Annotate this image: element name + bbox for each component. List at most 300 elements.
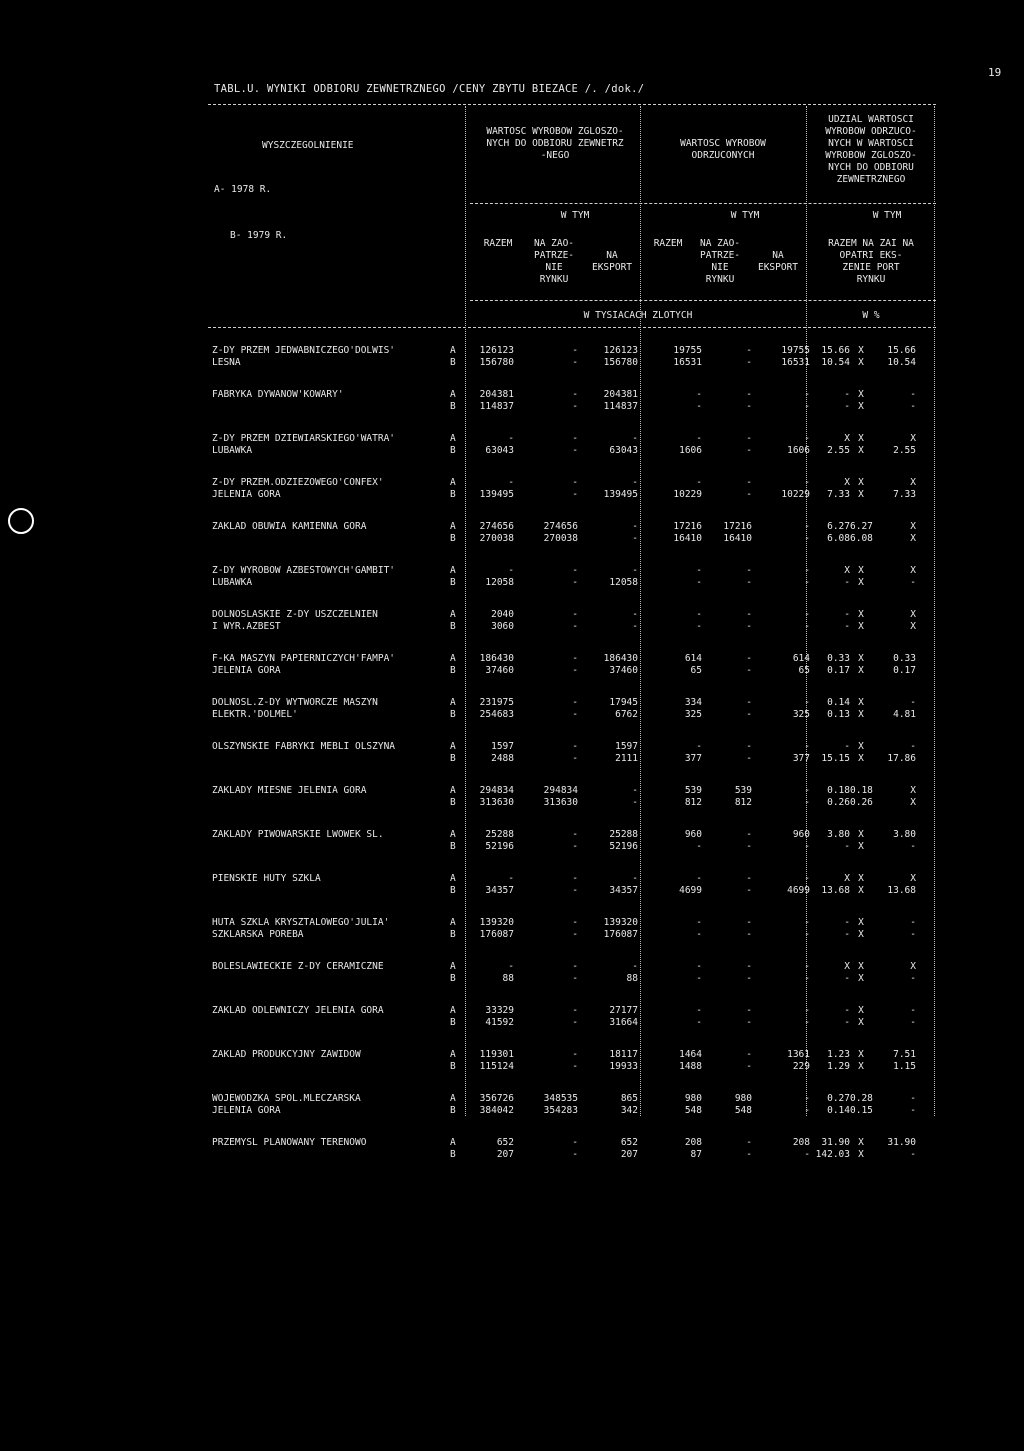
table-cell: -	[746, 653, 752, 664]
table-cell: X	[858, 741, 864, 752]
table-cell: X	[858, 401, 864, 412]
table-cell: 1464	[679, 1049, 702, 1060]
razem-label-2: RAZEM	[653, 238, 683, 249]
table-cell: 342	[620, 1105, 638, 1116]
table-cell: 2488	[491, 753, 514, 764]
row-name: ZAKLAD OBUWIA KAMIENNA GORA	[212, 521, 367, 532]
year-marker: B	[450, 753, 456, 764]
header-mid-rule	[470, 203, 936, 204]
year-marker: A	[450, 609, 456, 620]
table-cell: -	[844, 577, 850, 588]
table-cell: 652	[620, 1137, 638, 1148]
table-cell: -	[804, 917, 810, 928]
table-cell: -	[632, 565, 638, 576]
table-cell: -	[746, 961, 752, 972]
year-marker: A	[450, 1049, 456, 1060]
table-cell: 139495	[479, 489, 514, 500]
header-top-rule	[208, 104, 936, 105]
page-number: 19	[988, 66, 1002, 79]
year-marker: B	[450, 1017, 456, 1028]
table-cell: -	[746, 357, 752, 368]
table-cell: 980	[684, 1093, 702, 1104]
table-cell: -	[572, 653, 578, 664]
table-cell: -	[696, 961, 702, 972]
table-cell: X	[844, 873, 850, 884]
row-name: SZKLARSKA POREBA	[212, 929, 304, 940]
table-cell: -	[632, 477, 638, 488]
w-tym-label-2: W TYM	[730, 210, 760, 221]
table-cell: 18117	[609, 1049, 638, 1060]
table-cell: -	[632, 433, 638, 444]
table-cell: -	[746, 665, 752, 676]
table-cell: X	[858, 477, 864, 488]
row-spacer	[212, 985, 936, 1005]
year-marker: B	[450, 929, 456, 940]
table-cell: 2.55	[893, 445, 916, 456]
table-cell: 960	[684, 829, 702, 840]
table-cell: -	[910, 917, 916, 928]
table-cell: -	[804, 1105, 810, 1116]
header-bottom-rule	[208, 327, 936, 328]
year-marker: B	[450, 357, 456, 368]
razem-label-1: RAZEM	[483, 238, 513, 249]
table-cell: 7.33	[893, 489, 916, 500]
table-cell: -	[804, 1017, 810, 1028]
table-cell: 17216	[673, 521, 702, 532]
table-cell: -	[910, 1017, 916, 1028]
table-cell: 52196	[609, 841, 638, 852]
table-cell: X	[844, 433, 850, 444]
row-spacer	[212, 853, 936, 873]
table-cell: -	[746, 1049, 752, 1060]
table-cell: -	[746, 829, 752, 840]
table-cell: -	[746, 885, 752, 896]
table-cell: -	[572, 1005, 578, 1016]
year-marker: A	[450, 521, 456, 532]
table-cell: -	[572, 489, 578, 500]
table-cell: -	[804, 533, 810, 544]
table-cell: -	[804, 973, 810, 984]
row-name: PRZEMYSL PLANOWANY TERENOWO	[212, 1137, 367, 1148]
table-row	[212, 665, 936, 677]
table-cell: -	[696, 917, 702, 928]
table-cell: 960	[792, 829, 810, 840]
table-row	[212, 1005, 936, 1017]
table-cell: -	[910, 401, 916, 412]
table-cell: -	[632, 797, 638, 808]
row-name: BOLESLAWIECKIE Z-DY CERAMICZNE	[212, 961, 384, 972]
table-cell: -	[804, 621, 810, 632]
table-cell: 334	[684, 697, 702, 708]
table-row	[212, 1049, 936, 1061]
table-cell: -	[572, 929, 578, 940]
table-cell: -	[804, 477, 810, 488]
row-spacer	[212, 1161, 936, 1181]
table-cell: 208	[792, 1137, 810, 1148]
table-cell: 10229	[781, 489, 810, 500]
table-cell: 313630	[479, 797, 514, 808]
year-marker: B	[450, 973, 456, 984]
table-cell: -	[572, 665, 578, 676]
table-cell: 313630	[543, 797, 578, 808]
year-marker: A	[450, 697, 456, 708]
table-row	[212, 1093, 936, 1105]
units-label: W TYSIACACH ZLOTYCH	[583, 310, 693, 321]
table-cell: X	[858, 389, 864, 400]
year-marker: B	[450, 1149, 456, 1160]
table-cell: 63043	[609, 445, 638, 456]
table-cell: -	[508, 873, 514, 884]
table-cell: -	[844, 1017, 850, 1028]
table-cell: 0.17	[827, 665, 850, 676]
table-row	[212, 841, 936, 853]
table-cell: -	[572, 829, 578, 840]
table-cell: -	[746, 389, 752, 400]
table-cell: -	[746, 1149, 752, 1160]
table-cell: -	[746, 477, 752, 488]
table-row	[212, 1137, 936, 1149]
table-cell: -	[746, 565, 752, 576]
table-cell: 10.54	[887, 357, 916, 368]
table-cell: 231975	[479, 697, 514, 708]
table-cell: 31664	[609, 1017, 638, 1028]
table-cell: 17.86	[887, 753, 916, 764]
year-marker: A	[450, 433, 456, 444]
table-cell: -	[572, 873, 578, 884]
table-row	[212, 709, 936, 721]
year-marker: A	[450, 1093, 456, 1104]
table-cell: -	[696, 401, 702, 412]
row-name: Z-DY PRZEM DZIEWIARSKIEGO'WATRA'	[212, 433, 396, 444]
table-cell: 6.08	[827, 533, 850, 544]
row-name: LUBAWKA	[212, 445, 253, 456]
table-cell: -	[746, 1061, 752, 1072]
table-cell: 12058	[609, 577, 638, 588]
year-marker: B	[450, 797, 456, 808]
year-marker: B	[450, 841, 456, 852]
table-cell: 274656	[479, 521, 514, 532]
table-row	[212, 929, 936, 941]
row-name: Z-DY PRZEM JEDWABNICZEGO'DOLWIS'	[212, 345, 396, 356]
row-name: JELENIA GORA	[212, 665, 281, 676]
table-cell: X	[910, 621, 916, 632]
table-cell: -	[696, 741, 702, 752]
table-cell: -	[696, 565, 702, 576]
table-row	[212, 357, 936, 369]
table-row	[212, 577, 936, 589]
row-name: PIENSKIE HUTY SZKLA	[212, 873, 321, 884]
table-cell: -	[572, 345, 578, 356]
table-row	[212, 885, 936, 897]
table-cell: -	[572, 753, 578, 764]
table-cell: 7.33	[827, 489, 850, 500]
row-name: DOLNOSL.Z-DY WYTWORCZE MASZYN	[212, 697, 378, 708]
table-cell: -	[804, 697, 810, 708]
table-cell: X	[858, 653, 864, 664]
table-cell: 0.14	[827, 697, 850, 708]
table-cell: -	[804, 401, 810, 412]
table-cell: 1.29	[827, 1061, 850, 1072]
table-row	[212, 1017, 936, 1029]
table-cell: -	[572, 389, 578, 400]
table-cell: -	[746, 841, 752, 852]
table-cell: X	[858, 929, 864, 940]
table-cell: -	[804, 1005, 810, 1016]
table-cell: -	[844, 741, 850, 752]
table-cell: 1.15	[893, 1061, 916, 1072]
table-cell: 16410	[723, 533, 752, 544]
table-cell: -	[632, 873, 638, 884]
table-cell: -	[804, 565, 810, 576]
table-row	[212, 621, 936, 633]
table-cell: 115124	[479, 1061, 514, 1072]
table-cell: X	[858, 665, 864, 676]
table-cell: 204381	[479, 389, 514, 400]
table-cell: 0.15	[850, 1105, 873, 1116]
table-row	[212, 533, 936, 545]
table-cell: X	[858, 709, 864, 720]
table-cell: -	[804, 577, 810, 588]
row-name: HUTA SZKLA KRYSZTALOWEGO'JULIA'	[212, 917, 390, 928]
year-marker: B	[450, 1105, 456, 1116]
table-cell: -	[572, 477, 578, 488]
zaopatrzenie-label-1: NA ZAO- PATRZE- NIE RYNKU	[533, 238, 575, 285]
table-cell: 31.90	[887, 1137, 916, 1148]
table-cell: 0.26	[850, 797, 873, 808]
table-cell: 6.27	[850, 521, 873, 532]
table-cell: -	[804, 873, 810, 884]
table-cell: 4699	[787, 885, 810, 896]
year-marker: A	[450, 389, 456, 400]
table-cell: -	[746, 917, 752, 928]
table-cell: -	[572, 697, 578, 708]
table-cell: 88	[626, 973, 638, 984]
table-cell: 19933	[609, 1061, 638, 1072]
table-cell: 88	[502, 973, 514, 984]
year-marker: A	[450, 565, 456, 576]
row-spacer	[212, 721, 936, 741]
table-cell: X	[858, 433, 864, 444]
row-name: ZAKLADY MIESNE JELENIA GORA	[212, 785, 367, 796]
table-cell: 1361	[787, 1049, 810, 1060]
table-cell: -	[746, 873, 752, 884]
table-cell: 0.17	[893, 665, 916, 676]
table-cell: -	[910, 841, 916, 852]
row-spacer	[212, 677, 936, 697]
table-cell: -	[696, 841, 702, 852]
table-cell: 274656	[543, 521, 578, 532]
table-row	[212, 973, 936, 985]
table-cell: 176087	[479, 929, 514, 940]
table-cell: 10.54	[821, 357, 850, 368]
table-row	[212, 433, 936, 445]
table-cell: -	[572, 445, 578, 456]
table-cell: 186430	[603, 653, 638, 664]
table-row	[212, 797, 936, 809]
row-spacer	[212, 1117, 936, 1137]
table-cell: -	[746, 1005, 752, 1016]
table-cell: -	[572, 961, 578, 972]
table-cell: X	[858, 917, 864, 928]
table-cell: -	[572, 1017, 578, 1028]
table-cell: 1597	[615, 741, 638, 752]
table-cell: -	[696, 433, 702, 444]
table-cell: -	[746, 709, 752, 720]
table-cell: 139320	[479, 917, 514, 928]
table-cell: 126123	[479, 345, 514, 356]
table-cell: 10229	[673, 489, 702, 500]
table-cell: 294834	[543, 785, 578, 796]
table-cell: -	[844, 929, 850, 940]
table-cell: -	[632, 621, 638, 632]
table-cell: 270038	[479, 533, 514, 544]
table-cell: 270038	[543, 533, 578, 544]
year-marker: A	[450, 653, 456, 664]
table-cell: -	[844, 389, 850, 400]
row-spacer	[212, 1029, 936, 1049]
table-row	[212, 521, 936, 533]
table-row	[212, 389, 936, 401]
table-cell: 19755	[781, 345, 810, 356]
table-cell: 254683	[479, 709, 514, 720]
row-name: F-KA MASZYN PAPIERNICZYCH'FAMPA'	[212, 653, 396, 664]
table-cell: 1.23	[827, 1049, 850, 1060]
row-name: Z-DY PRZEM.ODZIEZOWEGO'CONFEX'	[212, 477, 384, 488]
table-cell: -	[572, 885, 578, 896]
eksport-label-1: NA EKSPORT	[591, 250, 633, 273]
table-cell: 539	[734, 785, 752, 796]
table-cell: X	[858, 1137, 864, 1148]
table-cell: 3.80	[827, 829, 850, 840]
table-cell: -	[572, 357, 578, 368]
table-cell: -	[746, 609, 752, 620]
table-cell: 6762	[615, 709, 638, 720]
row-name: ZAKLAD PRODUKCYJNY ZAWIDOW	[212, 1049, 361, 1060]
table-cell: 15.66	[821, 345, 850, 356]
table-cell: 865	[620, 1093, 638, 1104]
table-cell: -	[910, 577, 916, 588]
table-row	[212, 917, 936, 929]
table-cell: 25288	[609, 829, 638, 840]
table-cell: 13.68	[887, 885, 916, 896]
table-cell: -	[632, 609, 638, 620]
table-cell: -	[746, 1137, 752, 1148]
table-cell: 2111	[615, 753, 638, 764]
table-cell: -	[746, 489, 752, 500]
table-cell: 33329	[485, 1005, 514, 1016]
row-label-header: WYSZCZEGOLNIENIE	[262, 140, 354, 151]
table-cell: -	[572, 741, 578, 752]
table-cell: -	[910, 389, 916, 400]
table-cell: 27177	[609, 1005, 638, 1016]
table-cell: 208	[684, 1137, 702, 1148]
table-cell: -	[910, 929, 916, 940]
table-cell: -	[508, 433, 514, 444]
row-spacer	[212, 765, 936, 785]
table-cell: 19755	[673, 345, 702, 356]
table-cell: -	[696, 1005, 702, 1016]
table-cell: 2040	[491, 609, 514, 620]
table-cell: X	[858, 885, 864, 896]
table-cell: -	[804, 929, 810, 940]
table-cell: 139495	[603, 489, 638, 500]
table-cell: X	[858, 961, 864, 972]
table-cell: -	[844, 609, 850, 620]
row-spacer	[212, 545, 936, 565]
table-cell: -	[844, 1005, 850, 1016]
table-cell: X	[910, 961, 916, 972]
table-cell: 207	[496, 1149, 514, 1160]
table-cell: -	[572, 917, 578, 928]
table-cell: -	[844, 621, 850, 632]
table-cell: -	[746, 433, 752, 444]
table-cell: X	[844, 961, 850, 972]
table-cell: X	[858, 1149, 864, 1160]
table-cell: 156780	[479, 357, 514, 368]
table-cell: X	[910, 873, 916, 884]
table-cell: 37460	[609, 665, 638, 676]
year-marker: A	[450, 785, 456, 796]
table-cell: 34357	[609, 885, 638, 896]
table-cell: -	[696, 1017, 702, 1028]
table-cell: X	[858, 1005, 864, 1016]
table-cell: 34357	[485, 885, 514, 896]
table-cell: -	[508, 477, 514, 488]
table-cell: 176087	[603, 929, 638, 940]
year-marker: B	[450, 709, 456, 720]
table-cell: -	[746, 445, 752, 456]
table-cell: -	[696, 929, 702, 940]
w-tym-label-3: W TYM	[872, 210, 902, 221]
table-cell: 207	[620, 1149, 638, 1160]
table-cell: -	[746, 621, 752, 632]
table-cell: -	[910, 1149, 916, 1160]
table-cell: -	[746, 929, 752, 940]
table-cell: 16410	[673, 533, 702, 544]
row-name: I WYR.AZBEST	[212, 621, 281, 632]
year-marker: A	[450, 741, 456, 752]
table-cell: 17945	[609, 697, 638, 708]
table-cell: -	[746, 697, 752, 708]
table-cell: X	[858, 841, 864, 852]
table-cell: -	[804, 389, 810, 400]
table-cell: -	[632, 961, 638, 972]
table-cell: 139320	[603, 917, 638, 928]
table-row	[212, 489, 936, 501]
percent-label: W %	[862, 310, 880, 321]
table-cell: -	[696, 873, 702, 884]
table-cell: 12058	[485, 577, 514, 588]
table-cell: 4699	[679, 885, 702, 896]
row-spacer	[212, 1073, 936, 1093]
table-cell: -	[804, 785, 810, 796]
table-row	[212, 1149, 936, 1161]
table-cell: X	[858, 1049, 864, 1060]
table-cell: -	[804, 741, 810, 752]
table-cell: 548	[684, 1105, 702, 1116]
table-cell: -	[910, 1093, 916, 1104]
table-cell: -	[746, 741, 752, 752]
table-cell: -	[844, 917, 850, 928]
table-cell: 548	[734, 1105, 752, 1116]
table-cell: -	[508, 565, 514, 576]
table-cell: -	[632, 785, 638, 796]
table-row	[212, 609, 936, 621]
row-spacer	[212, 369, 936, 389]
table-cell: 0.13	[827, 709, 850, 720]
table-cell: -	[844, 973, 850, 984]
table-cell: 119301	[479, 1049, 514, 1060]
